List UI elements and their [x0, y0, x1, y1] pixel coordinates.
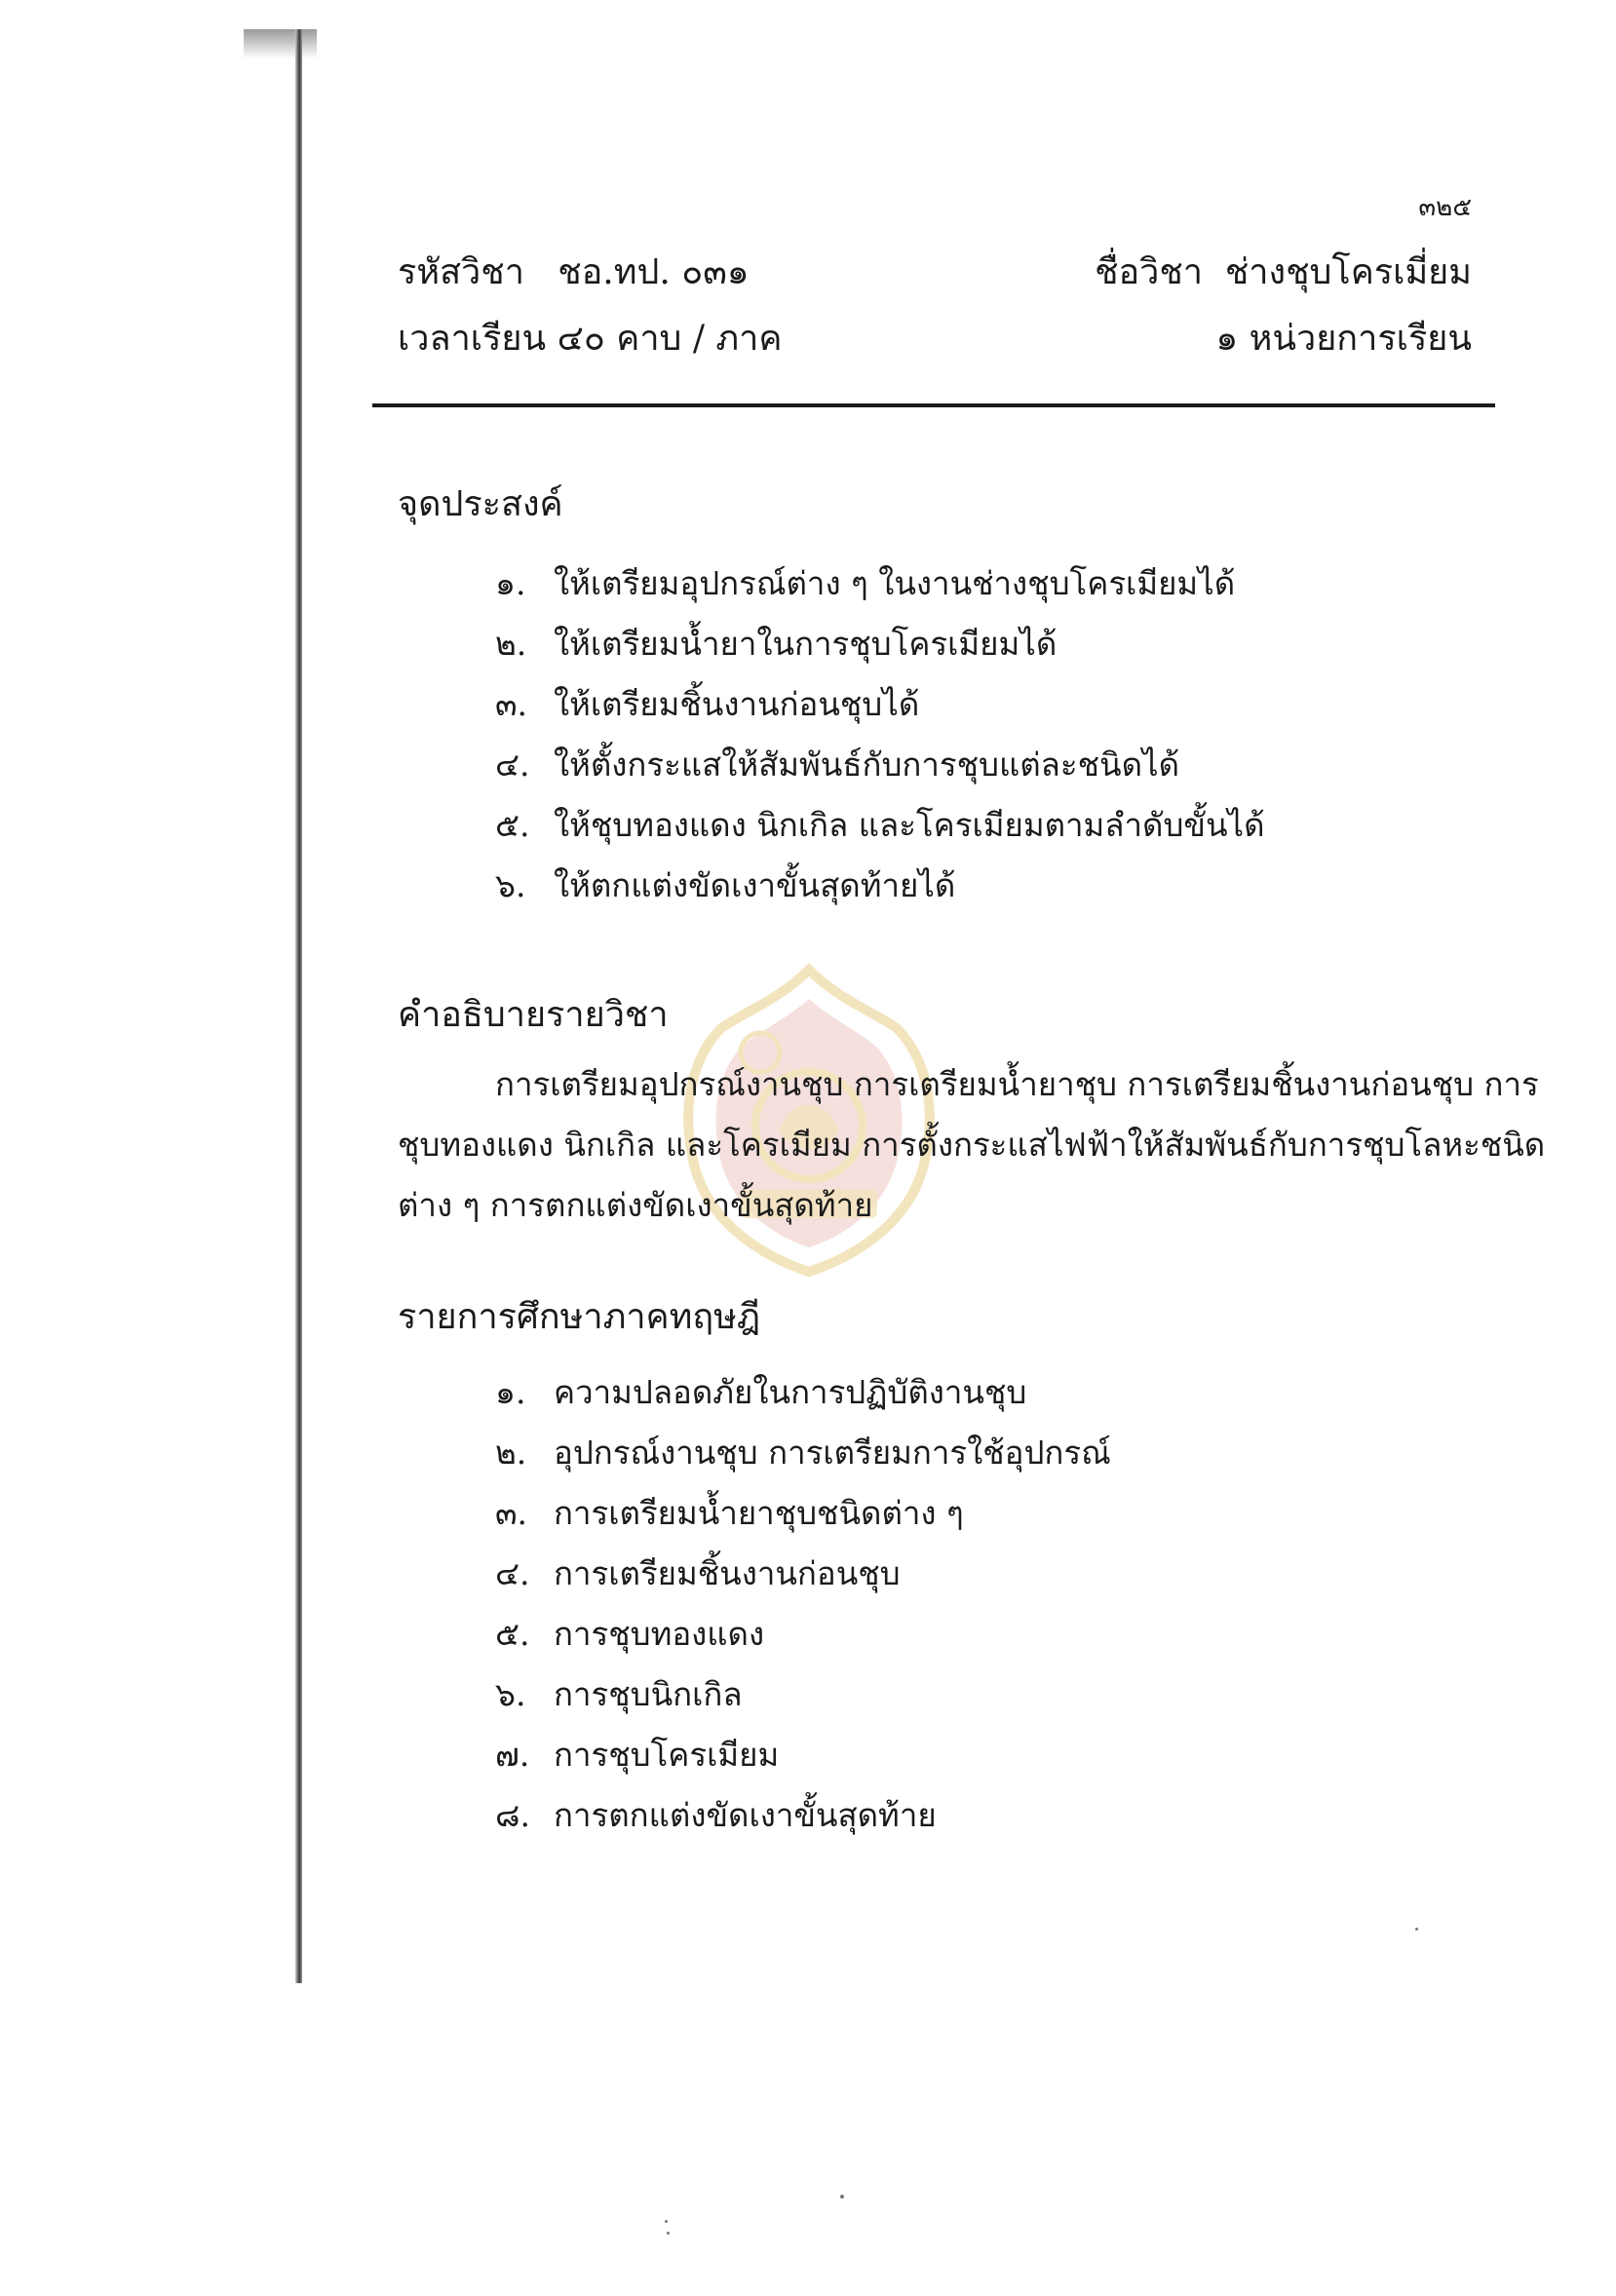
theory-item	[495, 1729, 779, 1780]
description-line: การเตรียมอุปกรณ์งานชุบ การเตรียมน้ำยาชุบ การเตรียมชิ้นงานก่อนชุบ การ	[495, 1065, 1539, 1103]
objective-item	[495, 678, 919, 730]
objective-text: ให้ชุบทองแดง นิกเกิล และโครเมียมตามลำดับขั้นได้	[554, 806, 1265, 844]
theory-item	[495, 1366, 1026, 1418]
objective-number: ๕.	[495, 806, 530, 844]
theory-number: ๑.	[495, 1373, 526, 1411]
theory-number: ๔.	[495, 1554, 530, 1592]
objective-item	[495, 557, 1235, 609]
page-number: ๓๒๕	[1418, 193, 1472, 222]
course-code	[398, 244, 750, 299]
course-code-value: ชอ.ทป. ๐๓๑	[558, 252, 750, 292]
objective-text: ให้เตรียมอุปกรณ์ต่าง ๆ ในงานช่างชุบโครเมียมได้	[554, 564, 1236, 602]
course-name-value: ช่างชุบโครเมี่ยม	[1224, 252, 1472, 292]
objective-number: ๒.	[495, 625, 527, 663]
theory-number: ๗.	[495, 1736, 530, 1774]
theory-text: การชุบทองแดง	[554, 1615, 765, 1653]
course-name-label: ชื่อวิชา	[1095, 252, 1203, 292]
objective-item	[495, 860, 955, 911]
theory-text: การชุบนิกเกิล	[554, 1675, 743, 1713]
objective-text: ให้เตรียมชิ้นงานก่อนชุบได้	[554, 685, 920, 723]
objectives-heading: จุดประสงค์	[398, 484, 563, 524]
theory-text: การตกแต่งขัดเงาขั้นสุดท้าย	[554, 1796, 937, 1834]
objective-text: ให้ตกแต่งขัดเงาขั้นสุดท้ายได้	[554, 866, 956, 904]
theory-number: ๒.	[495, 1434, 527, 1472]
description-line: ต่าง ๆ การตกแต่งขัดเงาขั้นสุดท้าย	[398, 1186, 873, 1224]
objective-text: ให้ตั้งกระแสให้สัมพันธ์กับการชุบแต่ละชนิดได้	[554, 746, 1180, 784]
theory-item	[495, 1668, 743, 1720]
objective-number: ๔.	[495, 746, 530, 784]
theory-item	[495, 1487, 964, 1539]
theory-heading: รายการศึกษาภาคทฤษฎี	[398, 1297, 761, 1337]
theory-item	[495, 1548, 901, 1599]
scan-speck	[665, 2220, 668, 2223]
course-name	[1095, 244, 1472, 299]
course-credits: ๑ หน่วยการเรียน	[1215, 319, 1472, 359]
scan-speck	[1415, 1928, 1418, 1931]
objective-number: ๖.	[495, 866, 526, 904]
course-code-label: รหัสวิชา	[398, 252, 524, 292]
theory-text: การชุบโครเมียม	[554, 1736, 780, 1774]
description-line: ชุบทองแดง นิกเกิล และโครเมียม การตั้งกระแสไฟฟ้าให้สัมพันธ์กับการชุบโลหะชนิด	[398, 1126, 1546, 1164]
theory-text: การเตรียมน้ำยาชุบชนิดต่าง ๆ	[554, 1494, 964, 1532]
objective-item	[495, 618, 1057, 670]
objective-number: ๓.	[495, 685, 528, 723]
scan-speck	[840, 2195, 844, 2199]
theory-text: อุปกรณ์งานชุบ การเตรียมการใช้อุปกรณ์	[554, 1434, 1111, 1472]
theory-text: ความปลอดภัยในการปฏิบัติงานชุบ	[554, 1373, 1027, 1411]
objective-text: ให้เตรียมน้ำยาในการชุบโครเมียมได้	[554, 625, 1058, 663]
theory-number: ๖.	[495, 1675, 526, 1713]
theory-number: ๕.	[495, 1615, 530, 1653]
binding-shadow	[244, 29, 317, 58]
theory-item	[495, 1427, 1111, 1478]
header-divider	[372, 403, 1495, 407]
objective-number: ๑.	[495, 564, 526, 602]
theory-text: การเตรียมชิ้นงานก่อนชุบ	[554, 1554, 901, 1592]
theory-item	[495, 1789, 937, 1841]
scan-speck	[667, 2232, 670, 2235]
binding-edge	[295, 29, 302, 1983]
objective-item	[495, 739, 1179, 790]
theory-number: ๘.	[495, 1796, 530, 1834]
objective-item	[495, 799, 1265, 851]
theory-item	[495, 1608, 764, 1660]
description-heading: คำอธิบายรายวิชา	[398, 995, 669, 1035]
theory-number: ๓.	[495, 1494, 528, 1532]
study-hours: เวลาเรียน ๔๐ คาบ / ภาค	[398, 319, 783, 359]
